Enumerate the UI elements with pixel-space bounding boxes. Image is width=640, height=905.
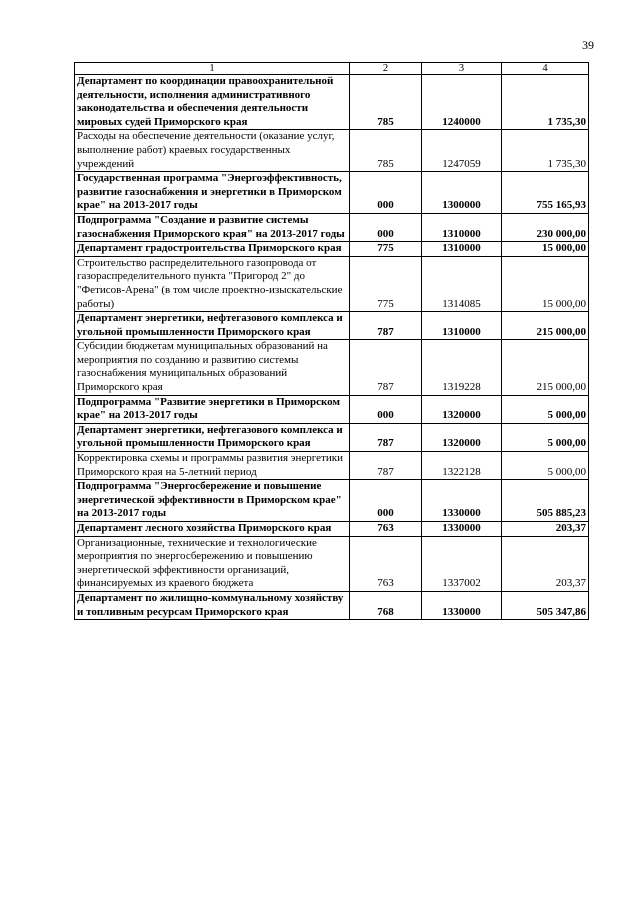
table-row xyxy=(75,213,589,241)
row-ved-code-cell: 785 xyxy=(350,75,422,130)
table-row xyxy=(75,340,589,395)
row-name-cell: Государственная программа "Энергоэффективность, развитие газоснабжения и энергетики в Приморском крае" на 2013-2017 годы xyxy=(75,172,350,214)
row-csr-code-cell: 1330000 xyxy=(422,480,502,522)
row-sum-cell: 230 000,00 xyxy=(502,213,589,241)
row-sum-cell: 1 735,30 xyxy=(502,130,589,172)
row-csr-code-cell: 1314085 xyxy=(422,256,502,311)
row-name-cell: Корректировка схемы и программы развития энергетики Приморского края на 5-летний период xyxy=(75,452,350,480)
row-ved-code-cell: 787 xyxy=(350,423,422,451)
table-row xyxy=(75,452,589,480)
row-ved-code-cell: 000 xyxy=(350,395,422,423)
row-sum-cell: 15 000,00 xyxy=(502,256,589,311)
row-sum-cell: 5 000,00 xyxy=(502,395,589,423)
row-sum-cell: 5 000,00 xyxy=(502,452,589,480)
table-row xyxy=(75,423,589,451)
row-name-cell: Департамент по жилищно-коммунальному хозяйству и топливным ресурсам Приморского края xyxy=(75,591,350,619)
row-sum-cell: 505 885,23 xyxy=(502,480,589,522)
row-sum-cell: 5 000,00 xyxy=(502,423,589,451)
header-col-3: 3 xyxy=(422,63,502,75)
row-ved-code-cell: 768 xyxy=(350,591,422,619)
row-ved-code-cell: 775 xyxy=(350,256,422,311)
row-ved-code-cell: 787 xyxy=(350,452,422,480)
row-ved-code-cell: 785 xyxy=(350,130,422,172)
row-name-cell: Департамент по координации правоохранительной деятельности, исполнения административного законодательства и обеспечения деятельности мировых судей Приморского края xyxy=(75,75,350,130)
row-name-cell: Подпрограмма "Создание и развитие системы газоснабжения Приморского края" на 2013-2017 годы xyxy=(75,213,350,241)
table-row xyxy=(75,312,589,340)
row-ved-code-cell: 763 xyxy=(350,522,422,537)
row-csr-code-cell: 1240000 xyxy=(422,75,502,130)
row-name-cell: Подпрограмма "Энергосбережение и повышение энергетической эффективности в Приморском крае" на 2013-2017 годы xyxy=(75,480,350,522)
row-csr-code-cell: 1319228 xyxy=(422,340,502,395)
row-name-cell: Департамент энергетики, нефтегазового комплекса и угольной промышленности Приморского края xyxy=(75,312,350,340)
row-csr-code-cell: 1310000 xyxy=(422,242,502,257)
table-row xyxy=(75,480,589,522)
row-csr-code-cell: 1320000 xyxy=(422,395,502,423)
row-sum-cell: 203,37 xyxy=(502,522,589,537)
row-sum-cell: 755 165,93 xyxy=(502,172,589,214)
table-row xyxy=(75,130,589,172)
row-csr-code-cell: 1320000 xyxy=(422,423,502,451)
row-ved-code-cell: 787 xyxy=(350,340,422,395)
row-csr-code-cell: 1330000 xyxy=(422,591,502,619)
row-sum-cell: 203,37 xyxy=(502,536,589,591)
table-row xyxy=(75,591,589,619)
table-row xyxy=(75,256,589,311)
row-name-cell: Строительство распределительного газопровода от газораспределительного пункта "Пригород 2" до "Фетисов-Арена" (в том числе проектно-изыскательские работы) xyxy=(75,256,350,311)
row-csr-code-cell: 1330000 xyxy=(422,522,502,537)
row-ved-code-cell: 763 xyxy=(350,536,422,591)
row-ved-code-cell: 787 xyxy=(350,312,422,340)
table-row xyxy=(75,172,589,214)
row-name-cell: Субсидии бюджетам муниципальных образований на мероприятия по созданию и развитию системы газоснабжения муниципальных образований Приморского края xyxy=(75,340,350,395)
row-csr-code-cell: 1310000 xyxy=(422,312,502,340)
row-ved-code-cell: 775 xyxy=(350,242,422,257)
row-name-cell: Организационные, технические и технологические мероприятия по энергосбережению и повышению энергетической эффективности организаций, финансируемых из краевого бюджета xyxy=(75,536,350,591)
row-sum-cell: 505 347,86 xyxy=(502,591,589,619)
table-row xyxy=(75,522,589,537)
row-ved-code-cell: 000 xyxy=(350,213,422,241)
table-row xyxy=(75,395,589,423)
row-name-cell: Департамент лесного хозяйства Приморского края xyxy=(75,522,350,537)
table-row xyxy=(75,75,589,130)
row-sum-cell: 1 735,30 xyxy=(502,75,589,130)
row-csr-code-cell: 1322128 xyxy=(422,452,502,480)
table-header-row xyxy=(75,63,589,75)
row-sum-cell: 15 000,00 xyxy=(502,242,589,257)
row-name-cell: Подпрограмма "Развитие энергетики в Приморском крае" на 2013-2017 годы xyxy=(75,395,350,423)
row-sum-cell: 215 000,00 xyxy=(502,340,589,395)
row-csr-code-cell: 1337002 xyxy=(422,536,502,591)
header-col-2: 2 xyxy=(350,63,422,75)
row-name-cell: Департамент градостроительства Приморского края xyxy=(75,242,350,257)
row-csr-code-cell: 1310000 xyxy=(422,213,502,241)
budget-table xyxy=(74,62,589,620)
table-row xyxy=(75,536,589,591)
row-csr-code-cell: 1247059 xyxy=(422,130,502,172)
row-name-cell: Департамент энергетики, нефтегазового комплекса и угольной промышленности Приморского края xyxy=(75,423,350,451)
row-csr-code-cell: 1300000 xyxy=(422,172,502,214)
row-sum-cell: 215 000,00 xyxy=(502,312,589,340)
header-col-1: 1 xyxy=(75,63,350,75)
row-name-cell: Расходы на обеспечение деятельности (оказание услуг, выполнение работ) краевых государственных учреждений xyxy=(75,130,350,172)
row-ved-code-cell: 000 xyxy=(350,172,422,214)
row-ved-code-cell: 000 xyxy=(350,480,422,522)
page-number: 39 xyxy=(582,38,594,52)
table-row xyxy=(75,242,589,257)
header-col-4: 4 xyxy=(502,63,589,75)
